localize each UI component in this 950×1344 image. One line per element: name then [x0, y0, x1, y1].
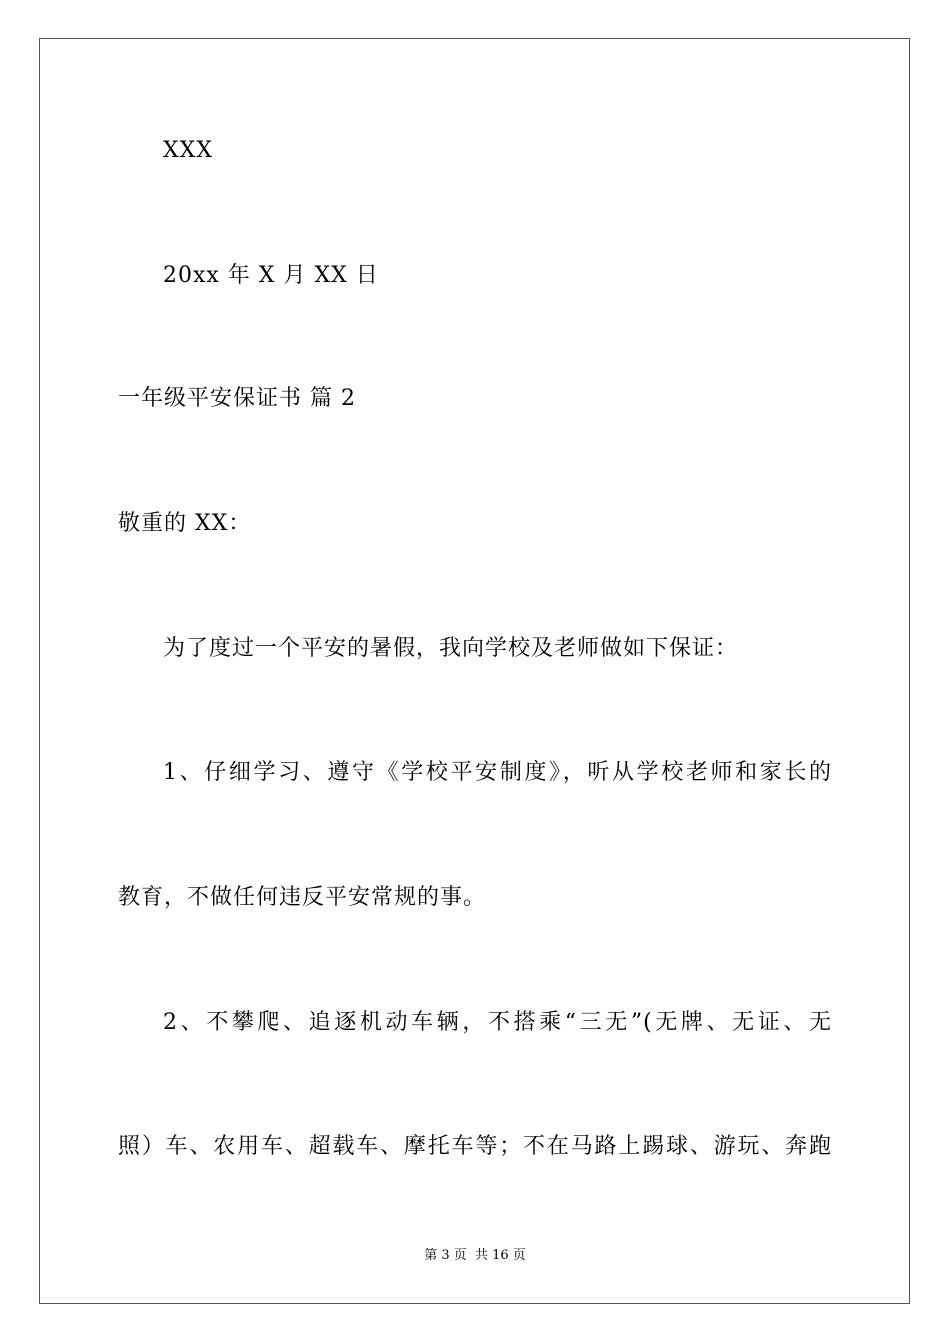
- salutation: 敬重的 XX：: [118, 511, 252, 536]
- paragraph-line: 教育，不做任何违反平安常规的事。: [118, 885, 487, 910]
- page-border: [39, 38, 910, 1304]
- page-total: 共 16 页: [474, 1248, 526, 1263]
- signature-date: 20xx 年 X 月 XX 日: [163, 263, 379, 288]
- page-footer: [0, 1247, 950, 1265]
- paragraph-line: 2、不攀爬、追逐机动车辆，不搭乘“三无”(无牌、无证、无: [163, 1010, 832, 1035]
- paragraph-line: 照）车、农用车、超载车、摩托车等；不在马路上踢球、游玩、奔跑: [118, 1134, 832, 1159]
- page-number: 第 3 页: [424, 1248, 467, 1263]
- section-title: 一年级平安保证书 篇 2: [118, 386, 356, 411]
- signature-name: XXX: [163, 138, 213, 163]
- paragraph-line: 1、仔细学习、遵守《学校平安制度》，听从学校老师和家长的: [163, 760, 832, 785]
- intro-paragraph: 为了度过一个平安的暑假，我向学校及老师做如下保证：: [163, 636, 739, 661]
